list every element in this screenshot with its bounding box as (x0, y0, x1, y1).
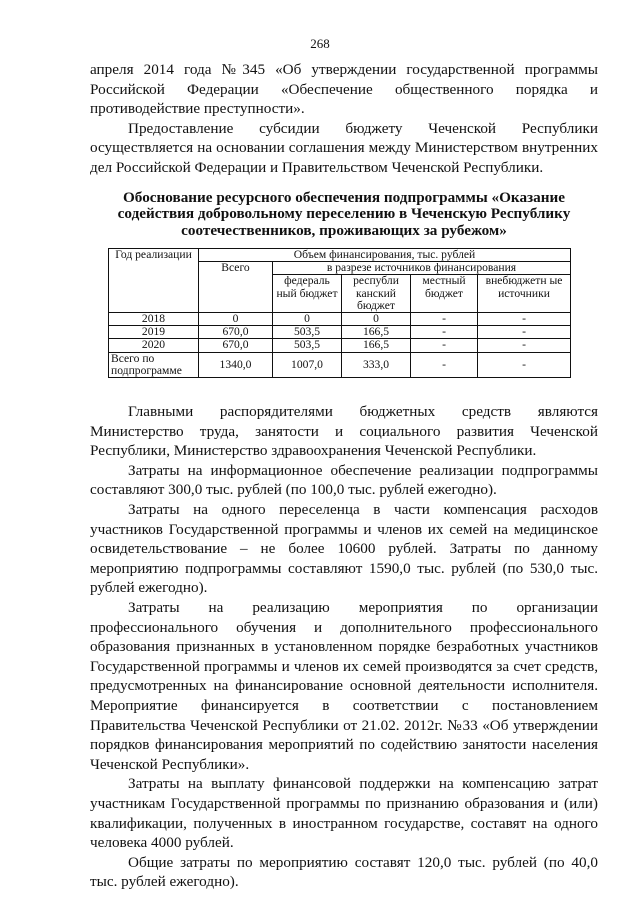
header-local: местный бюджет (411, 275, 478, 313)
table-row (109, 326, 571, 339)
cell-local: - (411, 339, 478, 352)
cell-federal: 503,5 (273, 326, 342, 339)
table-header-row (109, 249, 571, 262)
paragraph-administrators: Главными распорядителями бюджетных средств являются Министерство труда, занятости и социального развития Чеченской Республики, Министерство здравоохранения Чеченской Республики. (90, 403, 598, 460)
cell-extra: - (478, 352, 571, 377)
header-total: Всего (199, 262, 273, 313)
body-after-table (90, 402, 598, 892)
paragraph-continuation: апреля 2014 года №345 «Об утверждении государственной программы Российской Федерации «Обеспечение общественного порядка и противодействие преступности». (90, 61, 598, 118)
cell-year: Всего по подпрограмме (109, 352, 199, 377)
cell-federal: 503,5 (273, 339, 342, 352)
table-row (109, 313, 571, 326)
cell-local: - (411, 352, 478, 377)
cell-total: 670,0 (199, 326, 273, 339)
paragraph-medical-costs: Затраты на одного переселенца в части компенсация расходов участников Государственной программы и членов их семей на медицинское освидетельствование – не более 10600 рублей. Затраты по данному мероприятию подпрограммы составляют 1590,0 тыс. рублей (по 530,0 тыс. рублей ежегодно). (90, 501, 598, 597)
page-number: 268 (310, 36, 330, 51)
cell-republic: 333,0 (342, 352, 411, 377)
header-year: Год реализации (109, 249, 199, 313)
financing-table (108, 248, 571, 378)
paragraph-qualification-costs: Затраты на выплату финансовой поддержки на компенсацию затрат участникам Государственной программы по признанию образования и (или) квалификации, полученных в иностранном государстве, составят на одного человека 4000 рублей. (90, 775, 598, 852)
paragraph-information-costs: Затраты на информационное обеспечение реализации подпрограммы составляют 300,0 тыс. рублей (по 100,0 тыс. рублей ежегодно). (90, 461, 598, 499)
table-row-total (109, 352, 571, 377)
cell-total: 670,0 (199, 339, 273, 352)
header-volume: Объем финансирования, тыс. рублей (199, 249, 571, 262)
cell-republic: 166,5 (342, 326, 411, 339)
cell-total: 1340,0 (199, 352, 273, 377)
cell-federal: 0 (273, 313, 342, 326)
cell-year: 2020 (109, 339, 199, 352)
cell-total: 0 (199, 313, 273, 326)
cell-local: - (411, 313, 478, 326)
header-republic: республи канский бюджет (342, 275, 411, 313)
header-federal: федераль ный бюджет (273, 275, 342, 313)
document-body (90, 60, 598, 892)
cell-extra: - (478, 339, 571, 352)
cell-year: 2019 (109, 326, 199, 339)
cell-republic: 166,5 (342, 339, 411, 352)
header-by-sources: в разрезе источников финансирования (273, 262, 571, 275)
paragraph-total-costs: Общие затраты по мероприятию составят 120,0 тыс. рублей (по 40,0 тыс. рублей ежегодно). (90, 853, 598, 891)
paragraph-training-costs: Затраты на реализацию мероприятия по организации профессионального обучения и дополнительного профессионального образования признанных в установленном порядке безработных участников Государственной программы и членов их семей производятся за счет средств, предусмотренных на финансирование основной деятельности исполнителя. Мероприятие финансируется в соответствии с постановлением Правительства Чеченской Республики от 21.02. 2012г. №33 «Об утверждении порядков финансирования мероприятий по содействию занятости населения Чеченской Республики». (90, 599, 598, 773)
paragraph-subsidy: Предоставление субсидии бюджету Чеченской Республики осуществляется на основании соглашения между Министерством внутренних дел Российской Федерации и Правительством Чеченской Республики. (90, 119, 598, 176)
section-title: Обоснование ресурсного обеспечения подпрограммы «Оказание содействия добровольному переселению в Чеченскую Республику соотечественников, проживающих за рубежом» (117, 188, 571, 239)
cell-extra: - (478, 326, 571, 339)
cell-republic: 0 (342, 313, 411, 326)
cell-federal: 1007,0 (273, 352, 342, 377)
cell-extra: - (478, 313, 571, 326)
header-extra: внебюджетн ые источники (478, 275, 571, 313)
table-row (109, 339, 571, 352)
cell-local: - (411, 326, 478, 339)
cell-year: 2018 (109, 313, 199, 326)
